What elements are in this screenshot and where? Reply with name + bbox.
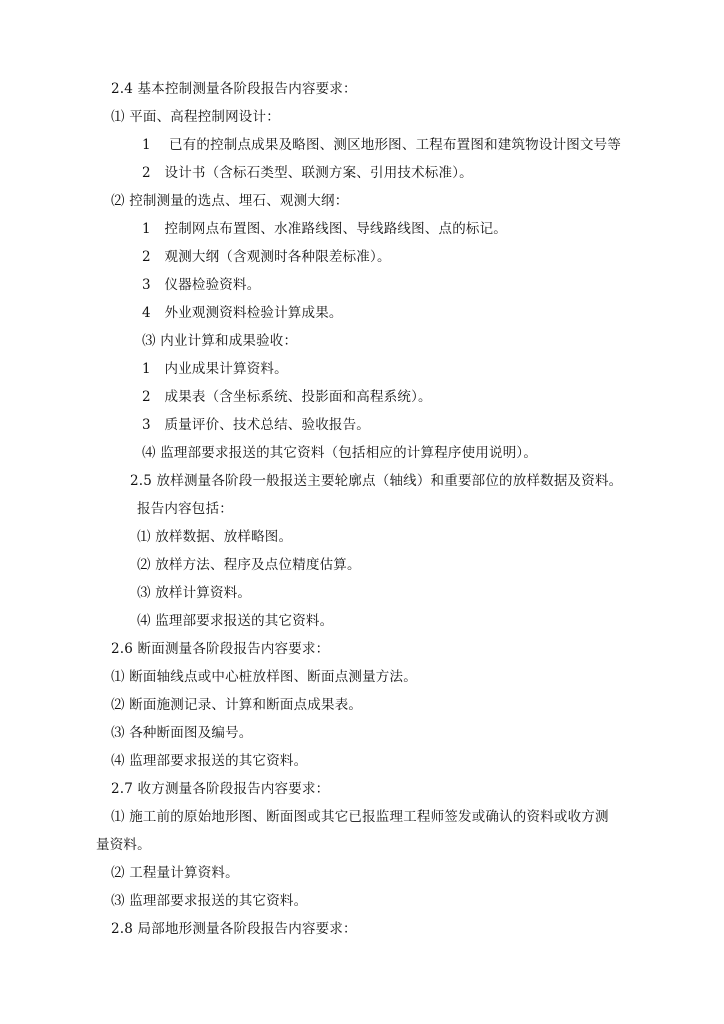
section-heading-2-4: 2.4 基本控制测量各阶段报告内容要求： [111, 81, 357, 97]
list-item-layout-method: ⑵ 放样方法、程序及点位精度估算。 [137, 557, 361, 573]
list-item-section-drawings: ⑶ 各种断面图及编号。 [111, 725, 253, 741]
list-item-observation-outline: 2 观测大纲（含观测时各种限差标准）。 [142, 249, 391, 265]
subsection-2-point-selection: ⑵ 控制测量的选点、埋石、观测大纲： [111, 193, 349, 209]
section-heading-2-5: 2.5 放样测量各阶段一般报送主要轮廓点（轴线）和重要部位的放样数据及资料。 [130, 473, 623, 489]
section-heading-2-8: 2.8 局部地形测量各阶段报告内容要求： [111, 921, 357, 937]
list-item-instrument-inspection: 3 仪器检验资料。 [142, 277, 261, 293]
list-item-field-observation-results: 4 外业观测资料检验计算成果。 [142, 305, 343, 321]
subsection-4-other-materials: ⑷ 监理部要求报送的其它资料（包括相应的计算程序使用说明）。 [142, 445, 538, 461]
list-item-control-network-layout: 1 控制网点布置图、水准路线图、导线路线图、点的标记。 [142, 221, 507, 237]
list-item-section-axis-points: ⑴ 断面轴线点或中心桩放样图、断面点测量方法。 [111, 669, 417, 685]
subsection-1-plane-elevation-design: ⑴ 平面、高程控制网设计： [111, 109, 280, 125]
subsection-3-office-calculation: ⑶ 内业计算和成果验收： [142, 333, 298, 349]
list-item-section-records: ⑵ 断面施测记录、计算和断面点成果表。 [111, 697, 363, 713]
list-item-section-other-materials: ⑷ 监理部要求报送的其它资料。 [111, 753, 308, 769]
list-item-result-table: 2 成果表（含坐标系统、投影面和高程系统）。 [142, 389, 432, 405]
list-item-existing-control-points: 1 已有的控制点成果及略图、测区地形图、工程布置图和建筑物设计图文号等 [142, 137, 622, 153]
list-item-quantity-calculation: ⑵ 工程量计算资料。 [111, 865, 239, 881]
list-item-layout-calculation: ⑶ 放样计算资料。 [137, 585, 252, 601]
list-item-original-topographic-map-continued: 量资料。 [96, 837, 151, 853]
list-item-original-topographic-map: ⑴ 施工前的原始地形图、断面图或其它已报监理工程师签发或确认的资料或收方测 [111, 809, 609, 825]
list-item-design-book: 2 设计书（含标石类型、联测方案、引用技术标准）。 [142, 165, 473, 181]
list-item-layout-other-materials: ⑷ 监理部要求报送的其它资料。 [137, 613, 334, 629]
list-item-acceptance-other-materials: ⑶ 监理部要求报送的其它资料。 [111, 893, 308, 909]
list-item-layout-data: ⑴ 放样数据、放样略图。 [137, 529, 293, 545]
list-item-office-results: 1 内业成果计算资料。 [142, 361, 288, 377]
section-heading-2-6: 2.6 断面测量各阶段报告内容要求： [111, 641, 330, 657]
list-item-quality-evaluation: 3 质量评价、技术总结、验收报告。 [142, 417, 370, 433]
section-heading-2-7: 2.7 收方测量各阶段报告内容要求： [111, 781, 330, 797]
report-content-intro: 报告内容包括： [137, 501, 233, 517]
